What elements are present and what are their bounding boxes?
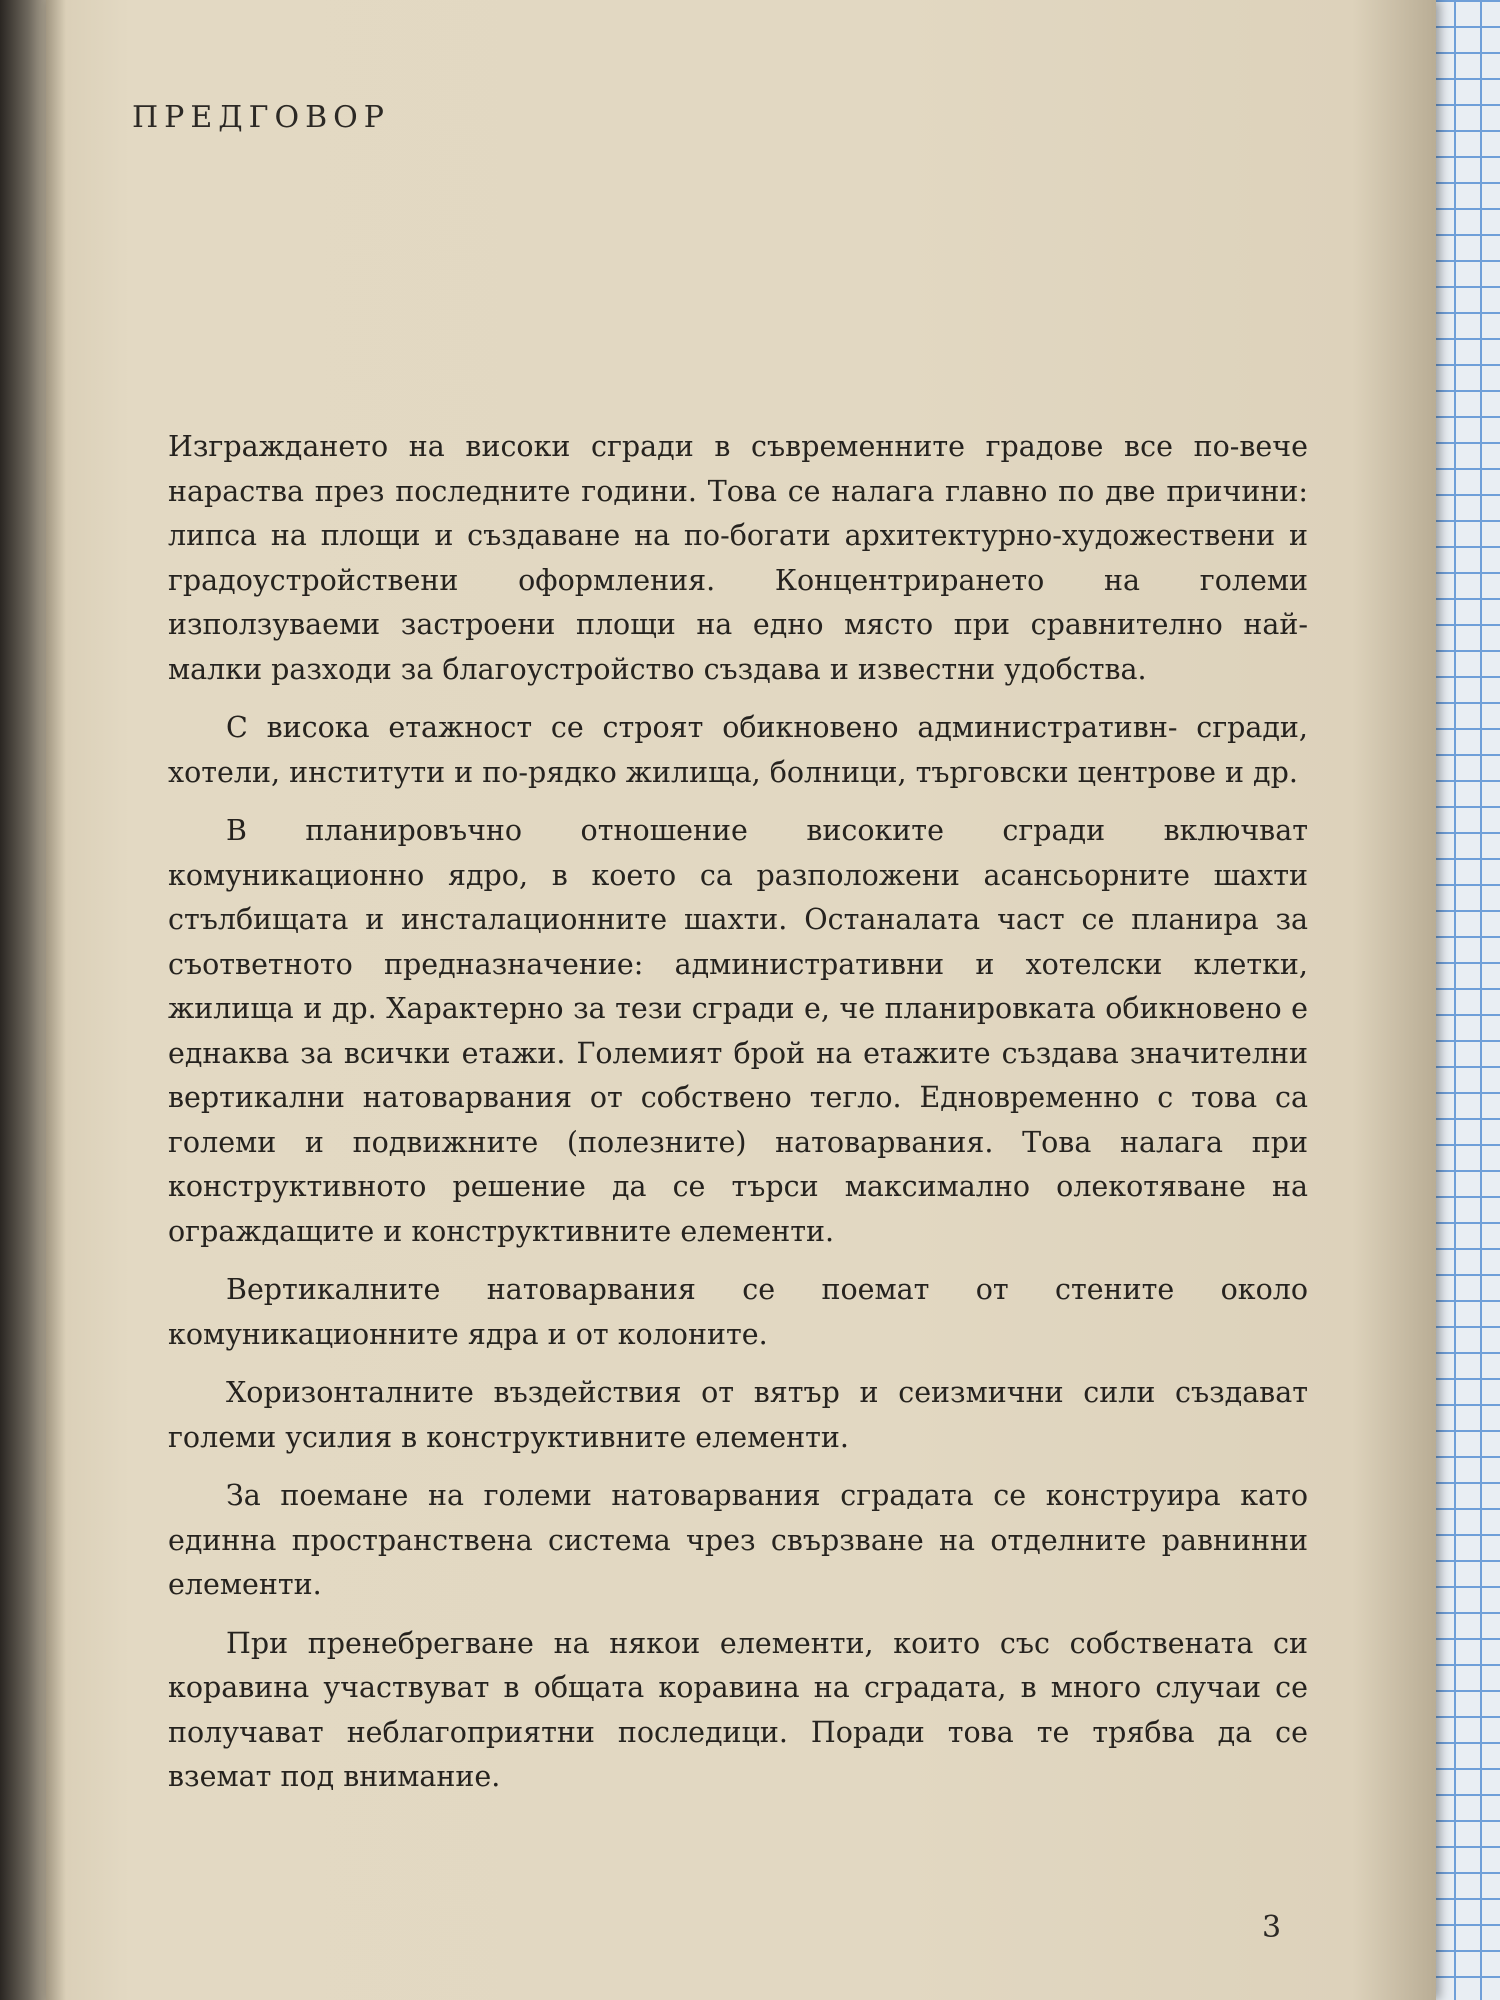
- paragraph: Вертикалните натоварвания се поемат от стените около комуникационните ядра и от колоните.: [168, 1273, 1308, 1351]
- book-spine-shadow: [0, 0, 52, 2000]
- paragraph: За поемане на големи натоварвания сградата се конструира като единна пространствена система чрез свързване на отделните равнинни елементи.: [168, 1479, 1308, 1601]
- paragraph: При пренебрегване на някои елементи, които със собствената си коравина участвуват в общата коравина на сградата, в много случаи се получават неблагоприятни последици. Поради това те трябва да се вземат под внимание.: [168, 1626, 1308, 1793]
- paragraph: Изграждането на високи сгради в съвременните градове все по-вече нараства през последните години. Това се налага главно по две причини: липса на площи и създаване на по-богати архитектурно-художествени и градоустройствени оформления. Концентрирането на големи използуваеми застроени площи на едно място при сравнително най-малки разходи за благоустройство създава и известни удобства.: [168, 430, 1308, 686]
- page-heading: ПРЕДГОВОР: [132, 100, 390, 135]
- paragraph: Хоризонталните въздействия от вятър и сеизмични сили създават големи усилия в конструктивните елементи.: [168, 1376, 1308, 1454]
- page-gutter-shadow: [46, 0, 66, 2000]
- paragraph: В планировъчно отношение високите сгради включват комуникационно ядро, в което са разположени асансьорните шахти стълбищата и инсталационните шахти. Останалата част се планира за съответното предназначение: административни и хотелски клетки, жилища и др. Характерно за тези сгради е, че планировката обикновено е еднаква за всички етажи. Големият брой на етажите създава значителни вертикални натоварвания от собствено тегло. Едновременно с това са големи и подвижните (полезните) натоварвания. Това налага при конструктивното решение да се търси максимално олекотяване на ограждащите и конструктивните елементи.: [168, 814, 1308, 1248]
- body-text: [168, 425, 1308, 1814]
- page-number: 3: [1262, 1910, 1282, 1945]
- paragraph: С висока етажност се строят обикновено административн- сгради, хотели, институти и по-рядко жилища, болници, търговски центрове и др.: [168, 711, 1308, 789]
